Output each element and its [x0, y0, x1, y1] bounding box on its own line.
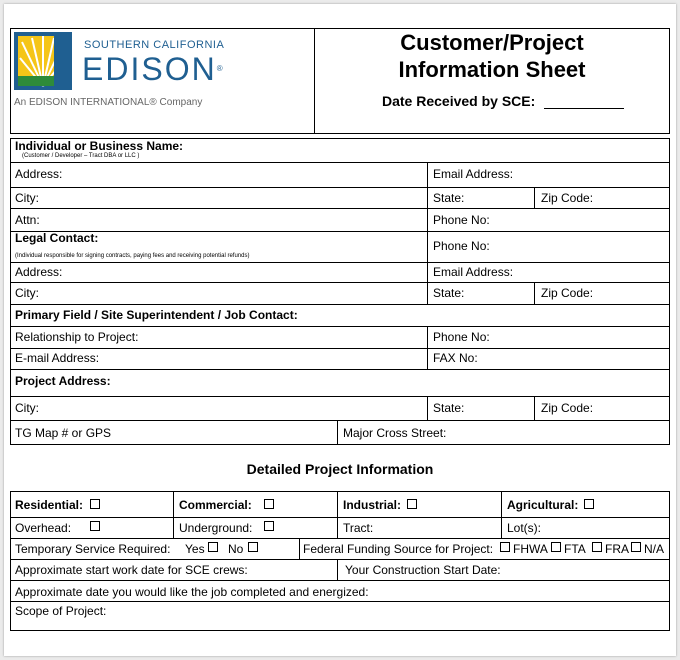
industrial-checkbox[interactable] — [407, 499, 417, 509]
completed-energized-label[interactable]: Approximate date you would like the job completed and energized: — [15, 585, 369, 599]
row-rule — [10, 326, 670, 327]
na-label: N/A — [644, 542, 665, 556]
row-rule — [10, 282, 670, 283]
fta-checkbox[interactable] — [551, 542, 561, 552]
date-received-label: Date Received by SCE: — [382, 93, 536, 109]
legal-city-label[interactable]: City: — [15, 286, 39, 300]
col-rule — [534, 282, 535, 304]
row-rule — [10, 396, 670, 397]
start-sce-label[interactable]: Approximate start work date for SCE crews: — [15, 563, 248, 577]
project-city-label[interactable]: City: — [15, 401, 39, 415]
commercial-label: Commercial: — [179, 498, 252, 512]
fhwa-checkbox[interactable] — [500, 542, 510, 552]
cross-street-label[interactable]: Major Cross Street: — [343, 426, 447, 440]
underground-label: Underground: — [179, 521, 253, 535]
row-rule — [10, 187, 670, 188]
fra-label: FRA — [605, 542, 629, 556]
agricultural-checkbox[interactable] — [584, 499, 594, 509]
commercial-checkbox[interactable] — [264, 499, 274, 509]
edison-logo-icon — [14, 32, 72, 90]
col-rule — [337, 420, 338, 445]
detailed-table — [10, 491, 670, 631]
temp-service-label: Temporary Service Required: — [15, 542, 171, 556]
col-rule — [501, 491, 502, 538]
col-rule — [173, 491, 174, 538]
page-title-line1: Customer/Project — [400, 30, 584, 55]
row-rule — [10, 348, 670, 349]
overhead-label: Overhead: — [15, 521, 72, 535]
relationship-label[interactable]: Relationship to Project: — [15, 330, 139, 344]
field-email-label[interactable]: E-mail Address: — [15, 351, 100, 365]
row-rule — [10, 420, 670, 421]
temp-service-yes-label: Yes — [185, 542, 205, 556]
row-rule — [10, 162, 670, 163]
logo-wordmark — [82, 52, 225, 86]
logo-tagline: An EDISON INTERNATIONAL® Company — [14, 97, 203, 108]
row-rule — [10, 231, 670, 232]
lots-label[interactable]: Lot(s): — [507, 521, 542, 535]
legal-contact-label: Legal Contact: — [15, 231, 99, 245]
fra-checkbox[interactable] — [592, 542, 602, 552]
state-label[interactable]: State: — [433, 191, 465, 205]
date-received-field[interactable] — [544, 108, 624, 109]
row-rule — [10, 208, 670, 209]
temp-service-yes-checkbox[interactable] — [208, 542, 218, 552]
tg-map-label[interactable]: TG Map # or GPS — [15, 426, 112, 440]
legal-email-label[interactable]: Email Address: — [433, 265, 514, 279]
detailed-heading: Detailed Project Information — [246, 461, 434, 477]
legal-zip-label[interactable]: Zip Code: — [541, 286, 594, 300]
tract-label[interactable]: Tract: — [343, 521, 374, 535]
col-rule — [427, 326, 428, 369]
legal-address-label[interactable]: Address: — [15, 265, 63, 279]
overhead-checkbox[interactable] — [90, 521, 100, 531]
project-address-label[interactable]: Project Address: — [15, 374, 111, 388]
fhwa-label: FHWA — [513, 542, 548, 556]
col-rule — [427, 208, 428, 304]
temp-service-no-label: No — [228, 542, 244, 556]
project-state-label[interactable]: State: — [433, 401, 465, 415]
phone-label[interactable]: Phone No: — [433, 213, 490, 227]
col-rule — [337, 491, 338, 538]
col-rule — [427, 162, 428, 208]
logo-line2: EDISON — [82, 51, 217, 87]
col-rule — [534, 396, 535, 420]
na-checkbox[interactable] — [631, 542, 641, 552]
row-rule — [10, 559, 670, 560]
federal-funding-label: Federal Funding Source for Project: — [303, 542, 494, 556]
row-rule — [10, 538, 670, 539]
form-page — [4, 4, 676, 656]
scope-label[interactable]: Scope of Project: — [15, 604, 107, 618]
row-rule — [10, 304, 670, 305]
col-rule — [534, 187, 535, 208]
city-label[interactable]: City: — [15, 191, 39, 205]
residential-label: Residential: — [15, 498, 84, 512]
fax-label[interactable]: FAX No: — [433, 351, 478, 365]
fta-label: FTA — [564, 542, 586, 556]
project-zip-label[interactable]: Zip Code: — [541, 401, 594, 415]
email-label[interactable]: Email Address: — [433, 167, 514, 181]
construction-start-label[interactable]: Your Construction Start Date: — [345, 563, 501, 577]
row-rule — [10, 517, 670, 518]
business-name-label: Individual or Business Name: — [15, 139, 184, 153]
zip-label[interactable]: Zip Code: — [541, 191, 594, 205]
underground-checkbox[interactable] — [264, 521, 274, 531]
logo-line1: SOUTHERN CALIFORNIA — [84, 39, 225, 51]
industrial-label: Industrial: — [343, 498, 402, 512]
legal-contact-note: (Individual responsible for signing contracts, paying fees and receiving potential refunds) — [15, 253, 250, 259]
field-contact-label: Primary Field / Site Superintendent / Job Contact: — [15, 308, 298, 322]
row-rule — [10, 369, 670, 370]
residential-checkbox[interactable] — [90, 499, 100, 509]
legal-state-label[interactable]: State: — [433, 286, 465, 300]
legal-phone-label[interactable]: Phone No: — [433, 239, 490, 253]
logo-blue-band — [54, 36, 68, 86]
col-rule — [299, 538, 300, 559]
temp-service-no-checkbox[interactable] — [248, 542, 258, 552]
attn-label[interactable]: Attn: — [15, 213, 40, 227]
logo-reg: ® — [216, 64, 225, 73]
row-rule — [10, 580, 670, 581]
business-name-note: (Customer / Developer – Tract DBA or LLC ) — [22, 153, 140, 159]
field-phone-label[interactable]: Phone No: — [433, 330, 490, 344]
row-rule — [10, 262, 670, 263]
col-rule — [337, 559, 338, 580]
agricultural-label: Agricultural: — [507, 498, 579, 512]
row-rule — [10, 601, 670, 602]
address-label[interactable]: Address: — [15, 167, 63, 181]
page-title-line2: Information Sheet — [398, 57, 586, 82]
col-rule — [427, 396, 428, 420]
